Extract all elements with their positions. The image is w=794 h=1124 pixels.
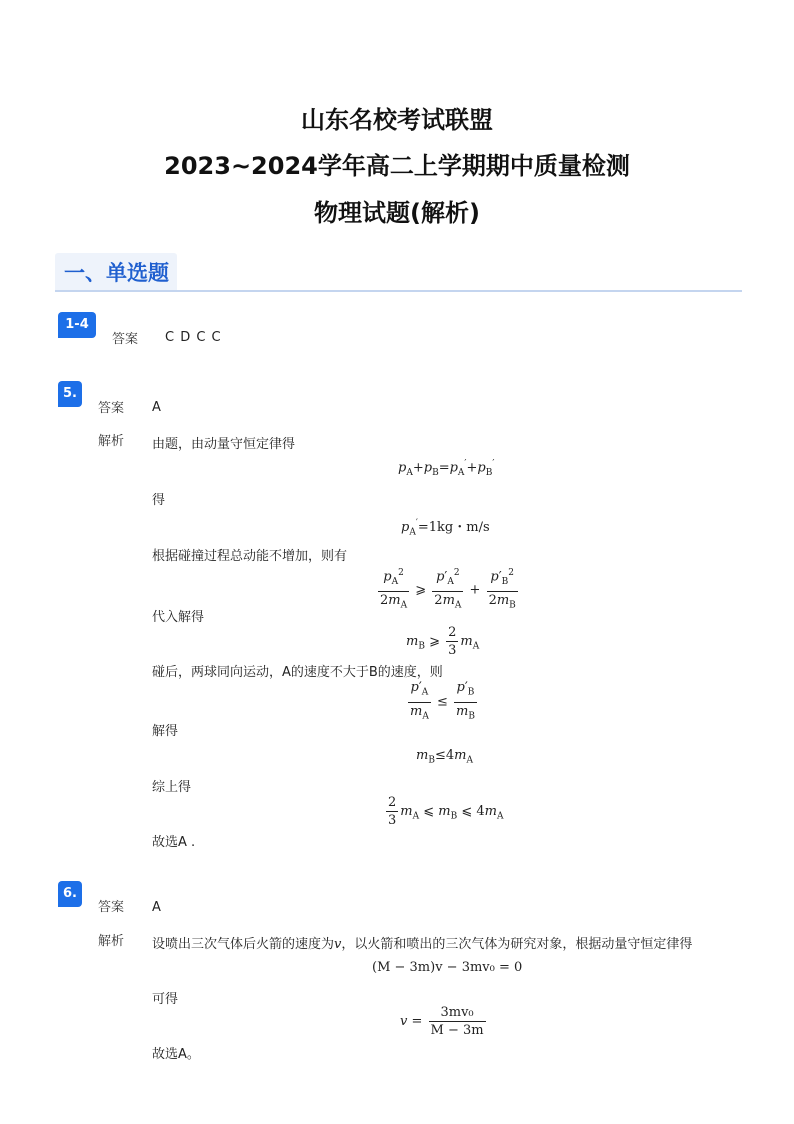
equation-mb-range: $\frac{2}{3}$ $m_A$ ⩽ $m_B$ ⩽ $4m_A$ xyxy=(388,795,504,828)
doc-title-line1: 山东名校考试联盟 xyxy=(301,106,493,134)
analysis-text: 故选A . xyxy=(152,835,196,850)
equation-momentum-rocket: (M − 3m)v − 3mv₀ = 0 xyxy=(372,960,523,975)
equation-pa-value: $p_A'=1kg$・m/s xyxy=(401,518,490,538)
analysis-text: 综上得 xyxy=(152,780,192,795)
question-number-badge: 5. xyxy=(58,381,82,407)
answer-value: C D C C xyxy=(165,330,222,345)
analysis-text: 由题，由动量守恒定律得 xyxy=(152,437,296,452)
analysis-text: 解得 xyxy=(152,724,179,739)
equation-mb-upper: $m_B\le 4m_A$ xyxy=(416,748,473,766)
analysis-text: 碰后，两球同向运动，A的速度不大于B的速度，则 xyxy=(152,665,443,680)
question-number-badge: 1-4 xyxy=(58,312,96,338)
equation-kinetic-energy: $\frac{p_A^2}{2m_A}$ ⩾ $\frac{p'_A^2}{2m_A}$ + $\frac{p'_B^2}{2m_B}$ xyxy=(380,568,516,611)
analysis-label: 解析 xyxy=(98,934,125,949)
analysis-text: 代入解得 xyxy=(152,610,205,625)
equation-text: =1kg・m/s xyxy=(417,520,490,535)
analysis-text: 根据碰撞过程总动能不增加，则有 xyxy=(152,549,348,564)
answer-value: A xyxy=(152,900,161,915)
analysis-label: 解析 xyxy=(98,434,125,449)
analysis-text: 得 xyxy=(152,493,166,508)
fraction-denominator: M − 3m xyxy=(430,1023,484,1038)
equation-text: ≤4 xyxy=(434,748,455,763)
answer-value: A xyxy=(152,400,161,415)
equation-mb-lower: $m_B$ ⩾ $\frac{2}{3}$ $m_A$ xyxy=(406,625,480,658)
question-number-badge: 6. xyxy=(58,881,82,907)
analysis-text: 可得 xyxy=(152,992,179,1007)
answer-label: 答案 xyxy=(112,332,139,347)
answer-label: 答案 xyxy=(98,900,125,915)
analysis-text-part: 设喷出三次气体后火箭的速度为 xyxy=(152,937,335,952)
analysis-text: 设喷出三次气体后火箭的速度为v，以火箭和喷出的三次气体为研究对象，根据动量守恒定律得 xyxy=(152,937,693,952)
equation-momentum: $p_A+p_B=p_A'+p_B'$ xyxy=(398,459,495,478)
equation-rocket-velocity: v = $\frac{\text{3mv₀}}{M - 3m}$ xyxy=(400,1005,484,1038)
doc-title-line3: 物理试题(解析) xyxy=(314,199,480,227)
answer-label: 答案 xyxy=(98,401,125,416)
analysis-text: 故选A。 xyxy=(152,1047,200,1062)
analysis-text-part: ，以火箭和喷出的三次气体为研究对象，根据动量守恒定律得 xyxy=(341,937,693,952)
doc-title-line2: 2023~2024学年高二上学期期中质量检测 xyxy=(164,152,630,180)
fraction-numerator: 3mv₀ xyxy=(429,1005,486,1022)
equation-velocity-ratio: $\frac{p'_A}{m_A}$ ≤ $\frac{p'_B}{m_B}$ xyxy=(410,680,475,722)
section-divider xyxy=(55,290,742,292)
section-title: 一、单选题 xyxy=(64,261,169,285)
